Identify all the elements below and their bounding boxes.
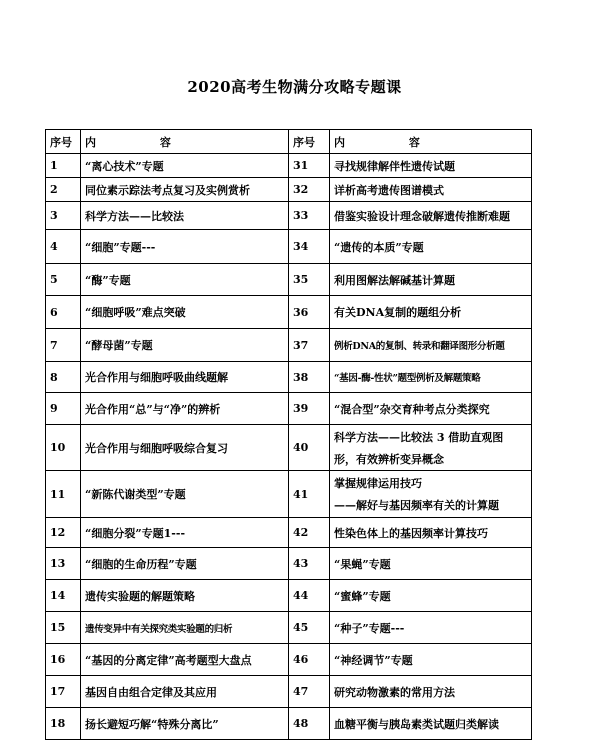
table-row xyxy=(46,612,532,644)
table-row xyxy=(46,230,532,264)
row-num: 45 xyxy=(289,612,330,644)
row-topic-line: 科学方法——比较法 3 借助直观图 xyxy=(334,430,504,444)
row-topic: 基因自由组合定律及其应用 xyxy=(81,676,289,708)
row-topic: “酶”专题 xyxy=(81,264,289,296)
table-row xyxy=(46,154,532,178)
row-num: 46 xyxy=(289,644,330,676)
row-num: 10 xyxy=(46,425,81,471)
table-row xyxy=(46,471,532,518)
row-num: 16 xyxy=(46,644,81,676)
table-row xyxy=(46,676,532,708)
row-num: 34 xyxy=(289,230,330,264)
row-topic: 利用图解法解碱基计算题 xyxy=(330,264,532,296)
row-num: 15 xyxy=(46,612,81,644)
row-topic: 光合作用与细胞呼吸曲线题解 xyxy=(81,362,289,393)
row-topic-line: ——解好与基因频率有关的计算题 xyxy=(334,499,499,512)
row-topic: “果蝇”专题 xyxy=(330,548,532,580)
row-topic: “细胞呼吸”难点突破 xyxy=(81,296,289,329)
table-row xyxy=(46,548,532,580)
row-num: 11 xyxy=(46,471,81,518)
row-topic: “新陈代谢类型”专题 xyxy=(81,471,289,518)
row-topic: 借鉴实验设计理念破解遗传推断难题 xyxy=(330,202,532,230)
row-num: 44 xyxy=(289,580,330,612)
row-num: 33 xyxy=(289,202,330,230)
row-num: 4 xyxy=(46,230,81,264)
row-topic: “种子”专题--- xyxy=(330,612,532,644)
document-title: 2020高考生物满分攻略专题课 xyxy=(187,78,402,96)
table-header-row xyxy=(46,130,532,154)
table-row xyxy=(46,362,532,393)
row-topic: “遗传的本质”专题 xyxy=(330,230,532,264)
row-num: 40 xyxy=(289,425,330,471)
row-topic: 性染色体上的基因频率计算技巧 xyxy=(330,518,532,548)
table-row xyxy=(46,296,532,329)
row-topic: “神经调节”专题 xyxy=(330,644,532,676)
row-num: 43 xyxy=(289,548,330,580)
row-topic: “基因-酶-性状”题型例析及解题策略 xyxy=(330,362,532,393)
table-row xyxy=(46,329,532,362)
row-num: 17 xyxy=(46,676,81,708)
row-topic: 科学方法——比较法 xyxy=(81,202,289,230)
table-row xyxy=(46,644,532,676)
row-topic: “蜜蜂”专题 xyxy=(330,580,532,612)
table-row xyxy=(46,518,532,548)
row-num: 1 xyxy=(46,154,81,178)
row-num: 6 xyxy=(46,296,81,329)
row-topic: 光合作用与细胞呼吸综合复习 xyxy=(81,425,289,471)
row-topic: “酵母菌”专题 xyxy=(81,329,289,362)
row-num: 5 xyxy=(46,264,81,296)
row-num: 48 xyxy=(289,708,330,740)
row-num: 32 xyxy=(289,178,330,202)
header-num-2: 序号 xyxy=(289,130,330,154)
row-num: 47 xyxy=(289,676,330,708)
row-num: 12 xyxy=(46,518,81,548)
row-num: 37 xyxy=(289,329,330,362)
row-topic: 寻找规律解伴性遗传试题 xyxy=(330,154,532,178)
row-num: 8 xyxy=(46,362,81,393)
table-row xyxy=(46,708,532,740)
header-content-2: 内 容 xyxy=(330,130,532,154)
row-topic: “混合型”杂交育种考点分类探究 xyxy=(330,393,532,425)
row-topic: “细胞的生命历程”专题 xyxy=(81,548,289,580)
row-num: 35 xyxy=(289,264,330,296)
row-topic: “细胞分裂”专题1--- xyxy=(81,518,289,548)
row-num: 18 xyxy=(46,708,81,740)
row-topic: “基因的分离定律”高考题型大盘点 xyxy=(81,644,289,676)
table-row xyxy=(46,202,532,230)
table-row xyxy=(46,393,532,425)
row-topic-multiline xyxy=(330,471,532,518)
header-num: 序号 xyxy=(46,130,81,154)
row-num: 41 xyxy=(289,471,330,518)
row-num: 14 xyxy=(46,580,81,612)
row-topic-multiline xyxy=(330,425,532,471)
table-row xyxy=(46,580,532,612)
row-topic: 研究动物激素的常用方法 xyxy=(330,676,532,708)
row-num: 42 xyxy=(289,518,330,548)
row-num: 7 xyxy=(46,329,81,362)
row-topic: 血糖平衡与胰岛素类试题归类解读 xyxy=(330,708,532,740)
row-topic: 扬长避短巧解“特殊分离比” xyxy=(81,708,289,740)
table-row xyxy=(46,264,532,296)
row-num: 9 xyxy=(46,393,81,425)
row-topic: 同位素示踪法考点复习及实例赏析 xyxy=(81,178,289,202)
header-content: 内 容 xyxy=(81,130,289,154)
row-num: 31 xyxy=(289,154,330,178)
row-topic: 有关DNA复制的题组分析 xyxy=(330,296,532,329)
row-num: 2 xyxy=(46,178,81,202)
row-topic: “离心技术”专题 xyxy=(81,154,289,178)
row-topic-line: 形，有效辨析变异概念 xyxy=(334,452,444,466)
row-num: 39 xyxy=(289,393,330,425)
table-row xyxy=(46,425,532,471)
row-topic: 光合作用“总”与“净”的辨析 xyxy=(81,393,289,425)
row-topic: 详析高考遗传图谱模式 xyxy=(330,178,532,202)
row-num: 36 xyxy=(289,296,330,329)
row-topic: 遗传变异中有关探究类实验题的归析 xyxy=(81,612,289,644)
topic-table xyxy=(45,129,532,740)
row-num: 13 xyxy=(46,548,81,580)
row-num: 3 xyxy=(46,202,81,230)
row-topic: 遗传实验题的解题策略 xyxy=(81,580,289,612)
row-topic: “细胞”专题--- xyxy=(81,230,289,264)
row-topic-line: 掌握规律运用技巧 xyxy=(334,477,422,490)
row-topic: 例析DNA的复制、转录和翻译图形分析题 xyxy=(330,329,532,362)
row-num: 38 xyxy=(289,362,330,393)
table-row xyxy=(46,178,532,202)
